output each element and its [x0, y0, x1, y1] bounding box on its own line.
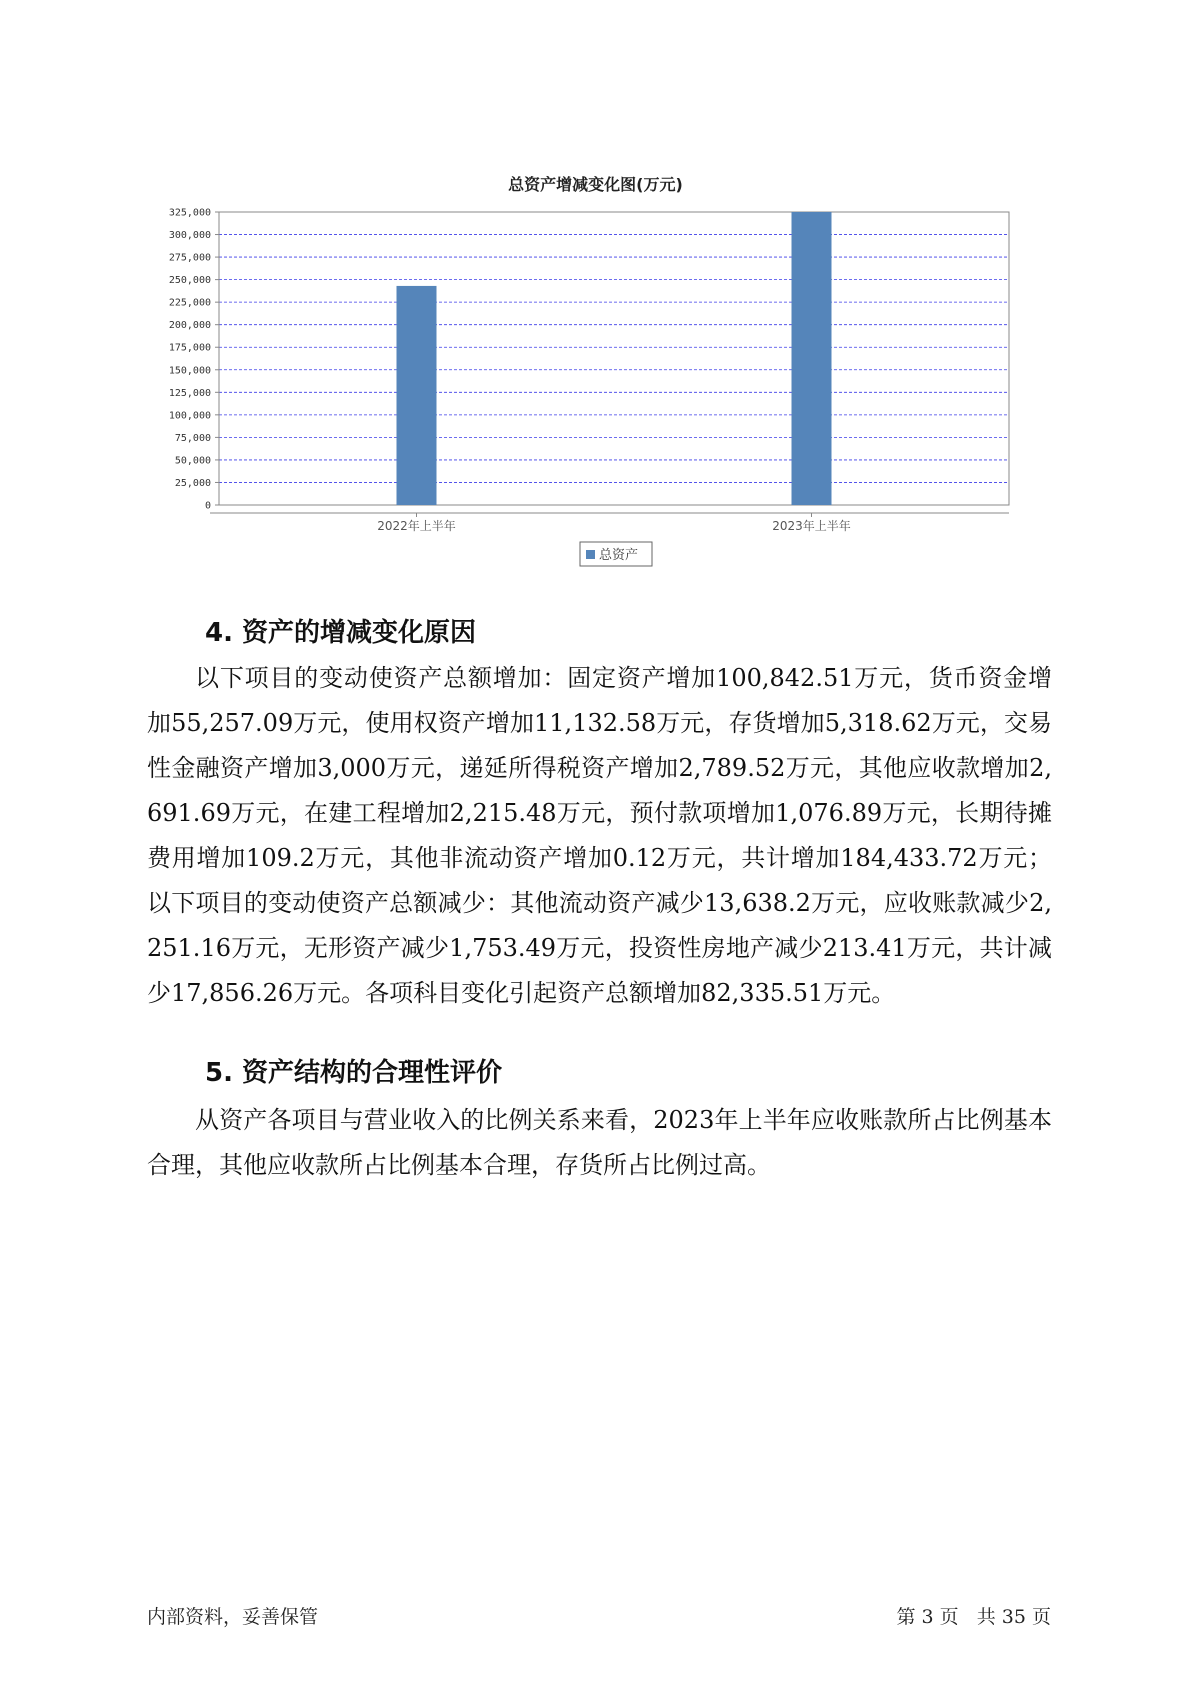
y-tick-label: 100,000 [168, 410, 211, 422]
bar [792, 212, 832, 505]
y-tick-labels [169, 208, 219, 512]
x-tick-label: 2022年上半年 [377, 519, 456, 533]
legend [580, 542, 652, 566]
y-tick-label: 150,000 [168, 365, 211, 377]
x-tick-label: 2023年上半年 [772, 519, 851, 533]
y-tick-label: 275,000 [168, 252, 211, 264]
y-tick-label: 325,000 [168, 207, 211, 219]
legend-swatch [586, 550, 595, 559]
footer-page-number: 第 3 页 共 35 页 [896, 1606, 1051, 1628]
bar-chart [150, 200, 1030, 620]
y-tick-label: 225,000 [168, 297, 211, 309]
section-4-heading: 4. 资产的增减变化原因 [205, 618, 477, 648]
y-tick-label: 50,000 [174, 455, 211, 467]
grid-layer [219, 212, 1009, 482]
section-5-paragraph: 从资产各项目与营业收入的比例关系来看，2023年上半年应收账款所占比例基本合理，其他应收款所占比例基本合理，存货所占比例过高。 [147, 1106, 1052, 1179]
x-tick-labels [377, 513, 851, 533]
y-tick-label: 175,000 [168, 342, 211, 354]
y-tick-label: 0 [204, 500, 211, 512]
y-tick-label: 25,000 [174, 477, 211, 489]
y-tick-label: 300,000 [168, 230, 211, 242]
bars [397, 212, 832, 505]
y-tick-label: 125,000 [168, 387, 211, 399]
y-tick-label: 200,000 [168, 320, 211, 332]
section-4-paragraph: 以下项目的变动使资产总额增加：固定资产增加100,842.51万元，货币资金增加55,257.09万元，使用权资产增加11,132.58万元，存货增加5,318.62万元，交易性金融资产增加3,000万元，递延所得税资产增加2,789.52万元，其他应收款增加2,691.69万元，在建工程增加2,215.48万元，预付款项增加1,076.89万元，长期待摊费用增加109.2万元，其他非流动资产增加0.12万元，共计增加184,433.72万元；以下项目的变动使资产总额减少：其他流动资产减少13,638.2万元，应收账款减少2,251.16万元，无形资产减少1,753.49万元，投资性房地产减少213.41万元，共计减少17,856.26万元。各项科目变化引起资产总额增加82,335.51万元。 [147, 664, 1052, 1007]
y-tick-label: 250,000 [168, 275, 211, 287]
legend-label: 总资产 [599, 548, 639, 563]
bar [397, 286, 437, 505]
chart-title: 总资产增减变化图(万元) [508, 175, 683, 194]
footer-confidential-note: 内部资料，妥善保管 [147, 1606, 319, 1628]
y-tick-label: 75,000 [174, 432, 211, 444]
section-5-heading: 5. 资产结构的合理性评价 [205, 1058, 503, 1088]
plot-area-border [219, 212, 1009, 505]
